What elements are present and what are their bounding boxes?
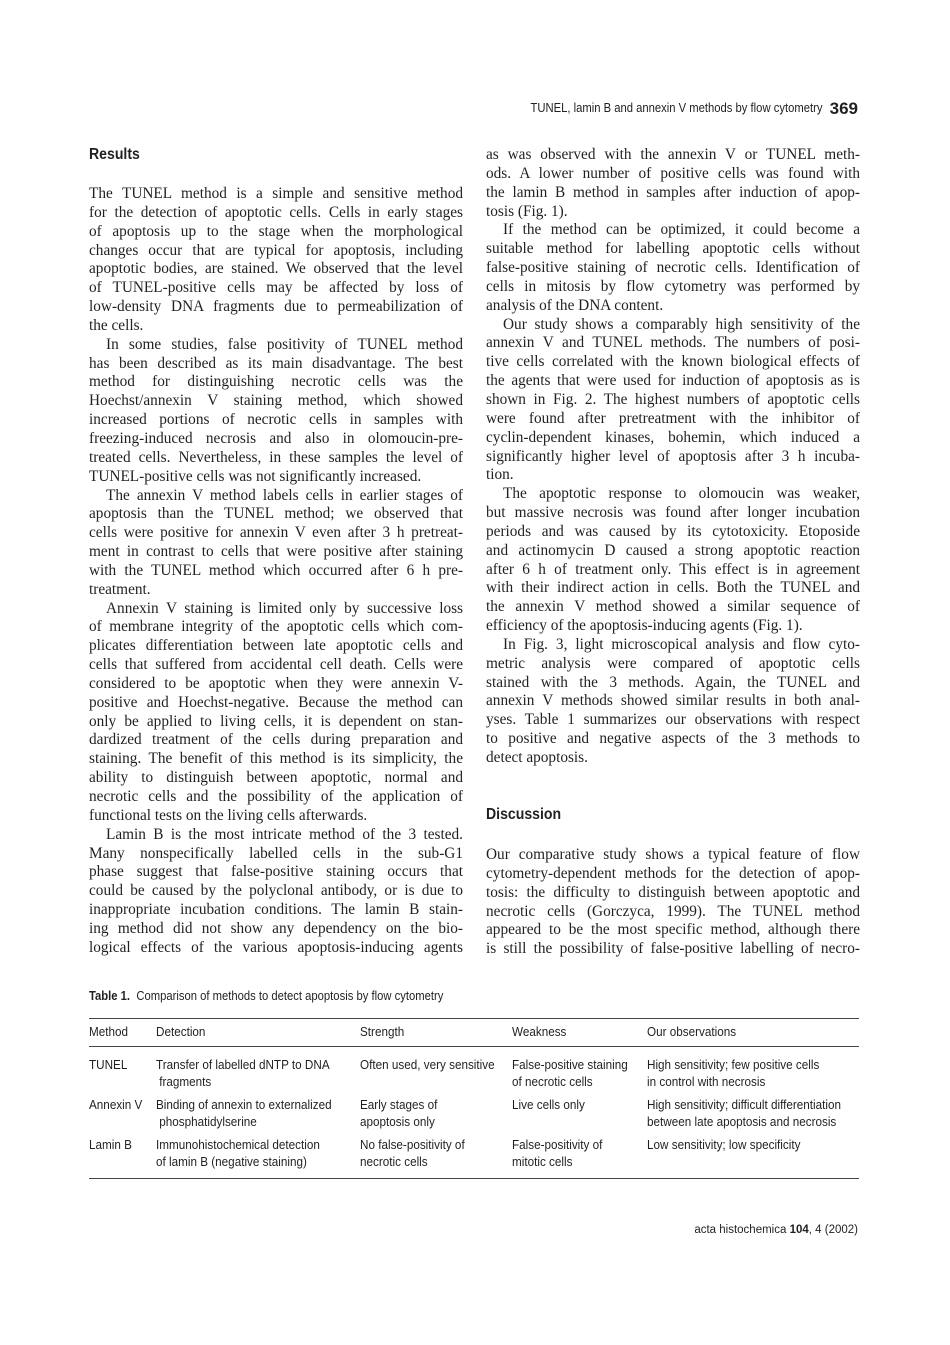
page-number: 369 [829, 99, 858, 118]
paragraph [486, 485, 860, 636]
text-line: ods. A lower number of positive cells was found with [486, 164, 860, 182]
cell-line: Transfer of labelled dNTP to DNA [156, 1057, 330, 1072]
journal-issue-year: , 4 (2002) [808, 1224, 858, 1236]
text-line: annexin V methods showed similar results in both anal- [486, 692, 860, 710]
text-line: the agents that were used for induction of apoptosis as is [486, 372, 860, 390]
text-line: periods and was caused by its cytotoxicity. Etoposide [486, 522, 860, 540]
table-row [89, 1094, 859, 1134]
cell-line: in control with necrosis [647, 1074, 766, 1089]
table-cell [89, 1047, 156, 1095]
paragraph [486, 636, 860, 768]
text-line: The TUNEL method is a simple and sensitive method [89, 185, 463, 202]
text-line: apoptosis than the TUNEL method; we observed that [89, 505, 463, 523]
text-line: suitable method for labelling apoptotic cells without [486, 240, 860, 258]
table-cell [360, 1047, 512, 1095]
cell-line: apoptosis only [360, 1114, 435, 1129]
text-line: staining. The benefit of this method is its simplicity, the [89, 750, 463, 768]
cell-line: No false-positivity of [360, 1137, 465, 1152]
paragraph [486, 146, 860, 221]
cell-line: TUNEL [89, 1057, 128, 1072]
journal-volume: 104 [789, 1224, 809, 1236]
cell-line: mitotic cells [512, 1154, 573, 1169]
table-cell [360, 1134, 512, 1179]
text-line: ability to distinguish between apoptotic, normal and [89, 769, 463, 787]
cell-line: Lamin B [89, 1137, 132, 1152]
text-line: tive cells correlated with the known biological effects of [486, 353, 860, 371]
text-line: Many nonspecifically labelled cells in the sub-G1 [89, 844, 463, 862]
cell-line: High sensitivity; difficult differentiation [647, 1097, 842, 1112]
text-line: inappropriate incubation conditions. The lamin B stain- [89, 901, 463, 919]
text-line: shown in Fig. 2. The highest numbers of apoptotic cells [486, 390, 860, 408]
table-header-row [89, 1019, 859, 1047]
table-cell [647, 1094, 859, 1134]
table-cell [89, 1094, 156, 1134]
table-row [89, 1047, 859, 1095]
column-header: Method [89, 1024, 129, 1039]
paragraph [89, 336, 463, 487]
text-line: increased portions of necrotic cells in samples with [89, 411, 463, 429]
cell-line: False-positive staining [512, 1057, 628, 1072]
text-line: treated cells. Nevertheless, in these samples the level of [89, 448, 463, 466]
text-line: The apoptotic response to olomoucin was weaker, [503, 485, 860, 503]
text-line: functional tests on the living cells afterwards. [89, 806, 368, 824]
paragraph [486, 316, 860, 486]
table-cell [156, 1134, 360, 1179]
text-line: positive and Hoechst-negative. Because the method can [89, 693, 463, 711]
text-line: stained with the 3 methods. Again, the TUNEL and [486, 673, 860, 691]
text-line: to positive and negative aspects of the 3 methods to [486, 730, 860, 748]
text-line: cells were positive for annexin V even after 3 h pretreat- [89, 524, 463, 542]
text-line: In some studies, false positivity of TUNEL method [106, 335, 463, 353]
text-line: is still the possibility of false-positive labelling of necro- [486, 940, 860, 958]
text-line: dardized treatment of the cells during preparation and [89, 731, 463, 749]
text-line: cytometry-dependent methods for the detection of apop- [486, 864, 860, 882]
cell-line: High sensitivity; few positive cells [647, 1057, 820, 1072]
text-line: necrotic cells and the possibility of the application of [89, 788, 463, 805]
cell-line: phosphatidylserine [156, 1114, 257, 1129]
cell-line: of lamin B (negative staining) [156, 1154, 307, 1169]
text-line: efficiency of the apoptosis-inducing agents (Fig. 1). [486, 617, 803, 635]
column-header: Strength [360, 1024, 405, 1039]
text-line: low-density DNA fragments due to permeabilization of [89, 298, 463, 316]
text-line: changes occur that are typical for apoptosis, including [89, 241, 463, 259]
results-column-right [486, 146, 860, 768]
cell-line: between late apoptosis and necrosis [647, 1114, 837, 1129]
column-header: Our observations [647, 1024, 737, 1039]
text-line: analysis of the DNA content. [486, 296, 664, 314]
text-line: logical effects of the various apoptosis-inducing agents [89, 938, 463, 956]
text-line: If the method can be optimized, it could become a [503, 221, 860, 239]
cell-line: False-positivity of [512, 1137, 603, 1152]
comparison-table [89, 1018, 859, 1179]
text-line: of membrane integrity of the apoptotic cells which com- [89, 618, 463, 636]
text-line: significantly higher level of apoptosis after 3 h incuba- [486, 447, 860, 465]
text-line: considered to be apoptotic when they were annexin V- [89, 674, 463, 692]
text-line: metric analysis were compared of apoptotic cells [486, 654, 860, 672]
table-row [89, 1134, 859, 1179]
column-header: Weakness [512, 1024, 567, 1039]
text-line: treatment. [89, 580, 151, 598]
text-line: as was observed with the annexin V or TUNEL meth- [486, 146, 860, 163]
journal-footer [694, 1224, 858, 1236]
cell-line: Early stages of [360, 1097, 438, 1112]
text-line: method for distinguishing necrotic cells was the [89, 373, 463, 391]
table-label: Table 1. [89, 989, 131, 1003]
text-line: yses. Table 1 summarizes our observations with respect [486, 711, 860, 729]
text-line: Annexin V staining is limited only by successive loss [106, 599, 463, 617]
results-column-left [89, 185, 463, 958]
paragraph [486, 846, 860, 959]
cell-line: fragments [156, 1074, 212, 1089]
table-cell [512, 1094, 647, 1134]
text-line: ment in contrast to cells that were positive after staining [89, 543, 463, 561]
text-line: were found after pretreatment with the inhibitor of [486, 409, 860, 427]
text-line: the annexin V method showed a similar sequence of [486, 598, 860, 616]
text-line: and actinomycin D caused a strong apoptotic reaction [486, 541, 860, 559]
table-cell [156, 1094, 360, 1134]
text-line: cyclin-dependent kinases, bohemin, which induced a [486, 428, 860, 446]
paragraph [89, 487, 463, 600]
text-line: Our study shows a comparably high sensitivity of the [503, 315, 860, 333]
text-line: with their indirect action in cells. Both the TUNEL and [486, 579, 860, 597]
text-line: false-positive staining of necrotic cells. Identification of [486, 259, 860, 277]
text-line: The annexin V method labels cells in earlier stages of [106, 486, 463, 504]
text-line: of apoptosis up to the stage when the morphological [89, 222, 463, 240]
cell-line: Binding of annexin to externalized [156, 1097, 332, 1112]
journal-name: acta histochemica [694, 1224, 787, 1236]
text-line: only be applied to living cells, it is dependent on stan- [89, 712, 463, 730]
cell-line: of necrotic cells [512, 1074, 593, 1089]
cell-line: Low sensitivity; low specificity [647, 1137, 801, 1152]
results-heading: Results [89, 146, 140, 163]
table-cell [647, 1134, 859, 1179]
text-line: has been described as its main disadvantage. The best [89, 354, 463, 372]
table-cell [89, 1134, 156, 1179]
paragraph [89, 600, 463, 826]
discussion-body [486, 846, 860, 959]
discussion-heading: Discussion [486, 806, 562, 823]
text-line: detect apoptosis. [486, 749, 588, 766]
table-cell [156, 1047, 360, 1095]
text-line: In Fig. 3, light microscopical analysis and flow cyto- [503, 635, 860, 653]
text-line: the lamin B method in samples after induction of apop- [486, 183, 860, 201]
text-line: after 6 h of treatment only. This effect is in agreement [486, 560, 860, 578]
text-line: tosis (Fig. 1). [486, 202, 568, 220]
table-cell [512, 1047, 647, 1095]
text-line: of TUNEL-positive cells may be affected by loss of [89, 279, 463, 297]
text-line: the cells. [89, 316, 144, 334]
paragraph [89, 185, 463, 336]
table-caption [89, 989, 443, 1003]
text-line: appeared to be the most specific method, although there [486, 921, 860, 939]
text-line: apoptotic bodies, are stained. We observed that the level [89, 260, 463, 278]
table-cell [360, 1094, 512, 1134]
text-line: phase suggest that false-positive staining occurs that [89, 863, 463, 881]
text-line: annexin V and TUNEL methods. The numbers of posi- [486, 334, 860, 352]
text-line: Hoechst/annexin V staining method, which showed [89, 392, 463, 410]
table-cell [647, 1047, 859, 1095]
text-line: tion. [486, 466, 514, 484]
text-line: Lamin B is the most intricate method of the 3 tested. [106, 825, 463, 843]
text-line: with the TUNEL method which occurred after 6 h pre- [89, 561, 463, 579]
paragraph [486, 221, 860, 315]
running-title: TUNEL, lamin B and annexin V methods by flow cytometry [529, 101, 822, 115]
table-cell [512, 1134, 647, 1179]
cell-line: Immunohistochemical detection [156, 1137, 320, 1152]
text-line: TUNEL-positive cells was not significantly increased. [89, 467, 422, 485]
text-line: freezing-induced necrosis and also in olomoucin-pre- [89, 429, 463, 447]
text-line: necrotic cells (Gorczyca, 1999). The TUNEL method [486, 902, 860, 920]
text-line: cells that suffered from accidental cell death. Cells were [89, 656, 463, 674]
column-header: Detection [156, 1024, 206, 1039]
text-line: could be caused by the polyclonal antibody, or is due to [89, 882, 463, 900]
cell-line: Annexin V [89, 1097, 143, 1112]
cell-line: Live cells only [512, 1097, 585, 1112]
paragraph [89, 826, 463, 958]
text-line: cells in mitosis by flow cytometry was performed by [486, 277, 860, 295]
text-line: but massive necrosis was found after longer incubation [486, 504, 860, 522]
text-line: tosis: the difficulty to distinguish between apoptotic and [486, 883, 860, 901]
text-line: Our comparative study shows a typical feature of flow [486, 846, 860, 863]
table-caption-text: Comparison of methods to detect apoptosis by flow cytometry [136, 989, 444, 1003]
text-line: ing method did not show any dependency on the bio- [89, 919, 463, 937]
cell-line: necrotic cells [360, 1154, 428, 1169]
cell-line: Often used, very sensitive [360, 1057, 495, 1072]
text-line: for the detection of apoptotic cells. Cells in early stages [89, 203, 463, 221]
text-line: plicates differentiation between late apoptotic cells and [89, 637, 463, 655]
